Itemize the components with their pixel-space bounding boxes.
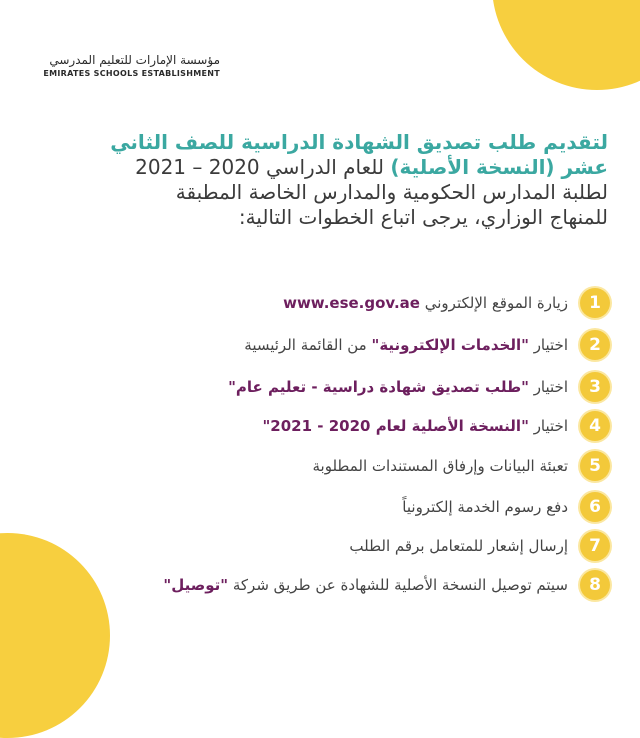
step-item	[283, 287, 610, 319]
step-number-badge: 2	[580, 330, 610, 360]
step-item	[313, 450, 611, 482]
step-text-after: من القائمة الرئيسية	[244, 336, 367, 354]
heading-line-1: لتقديم طلب تصديق الشهادة الدراسية للصف الثاني	[110, 130, 608, 154]
step-item	[402, 491, 610, 523]
step-number-badge: 7	[580, 531, 610, 561]
step-highlight: "توصيل"	[163, 576, 229, 594]
website-link[interactable]: www.ese.gov.ae	[283, 294, 420, 312]
step-item	[262, 410, 610, 442]
heading-line-4: للمنهاج الوزاري، يرجى اتباع الخطوات التالية:	[238, 205, 608, 229]
heading-line-2-highlight: عشر (النسخة الأصلية)	[390, 155, 608, 179]
step-number-badge: 8	[580, 570, 610, 600]
heading-line-2-year: للعام الدراسي 2020 – 2021	[135, 155, 385, 179]
step-text-before: اختيار	[533, 378, 568, 396]
step-highlight: "طلب تصديق شهادة دراسية - تعليم عام"	[228, 378, 529, 396]
logo	[30, 52, 220, 80]
step-item	[244, 329, 610, 361]
step-text	[283, 294, 568, 312]
heading-line-2	[18, 155, 608, 180]
step-text	[262, 417, 568, 435]
step-text	[228, 378, 568, 396]
step-number-badge: 5	[580, 451, 610, 481]
step-text	[244, 336, 568, 354]
step-text	[163, 576, 568, 594]
logo-arabic-text: مؤسسة الإمارات للتعليم المدرسي	[49, 53, 220, 67]
step-number-badge: 6	[580, 492, 610, 522]
step-text: دفع رسوم الخدمة إلكترونياً	[402, 498, 568, 516]
step-item	[163, 569, 610, 601]
step-item	[228, 371, 610, 403]
step-text-before: زيارة الموقع الإلكتروني	[424, 294, 568, 312]
step-number-badge: 1	[580, 288, 610, 318]
decorative-circle-top-right	[492, 0, 640, 90]
step-text: إرسال إشعار للمتعامل برقم الطلب	[349, 537, 568, 555]
step-highlight: "النسخة الأصلية لعام 2020 - 2021"	[262, 417, 529, 435]
logo-english-text: EMIRATES SCHOOLS ESTABLISHMENT	[43, 69, 220, 78]
page-heading	[18, 130, 608, 230]
step-text-before: سيتم توصيل النسخة الأصلية للشهادة عن طريق شركة	[232, 576, 568, 594]
step-number-badge: 3	[580, 372, 610, 402]
step-text-before: اختيار	[533, 417, 568, 435]
step-text-before: اختيار	[533, 336, 568, 354]
step-text: تعبئة البيانات وإرفاق المستندات المطلوبة	[312, 457, 568, 475]
decorative-circle-bottom-left	[0, 533, 110, 738]
heading-line-3: لطلبة المدارس الحكومية والمدارس الخاصة المطبقة	[175, 180, 608, 204]
step-item	[349, 530, 610, 562]
step-highlight: "الخدمات الإلكترونية"	[371, 336, 529, 354]
step-number-badge: 4	[580, 411, 610, 441]
